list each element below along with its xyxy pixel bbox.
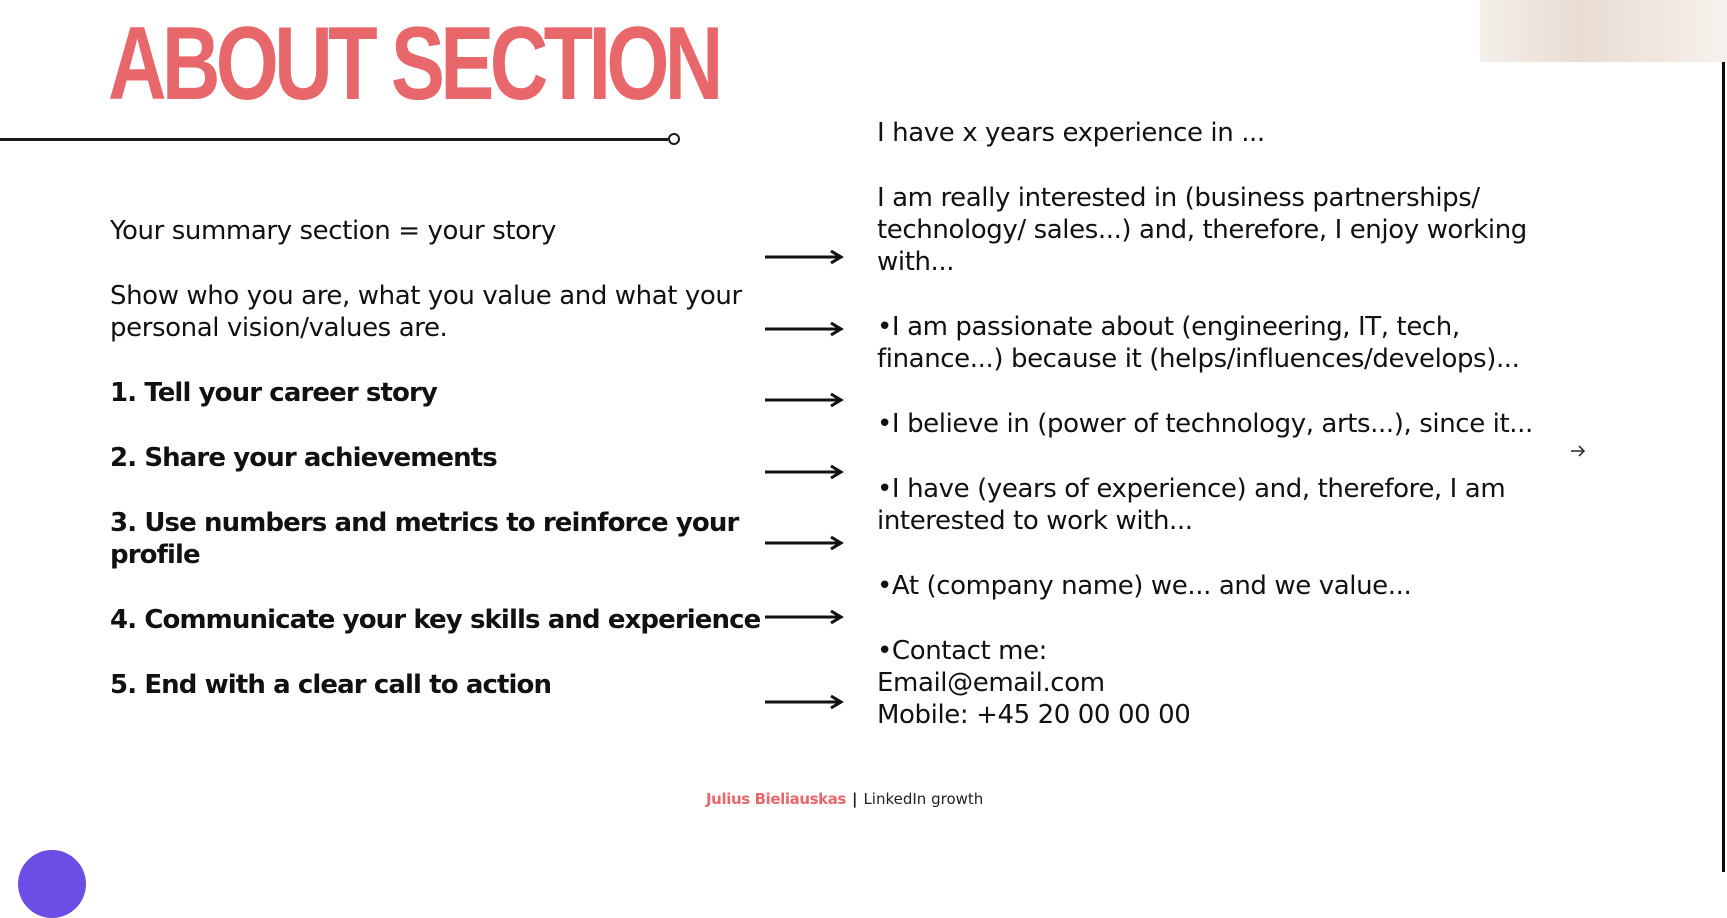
slide-title: ABOUT SECTION (108, 6, 719, 122)
arrow-1 (763, 249, 845, 265)
right-line-years: I have x years experience in ... (877, 118, 1265, 148)
left-line-show-2: personal vision/values are. (110, 313, 448, 343)
right-line-interest-3: with... (877, 247, 955, 277)
footer-author: Julius Bieliauskas (706, 790, 846, 808)
arrow-3 (763, 392, 845, 408)
left-point-3-line-2: profile (110, 540, 200, 570)
right-arrow-icon (763, 609, 845, 625)
right-arrow-icon (763, 535, 845, 551)
footer-separator: | (851, 790, 858, 808)
right-edge-line (1722, 62, 1725, 872)
arrow-4 (763, 464, 845, 480)
right-line-company: •At (company name) we... and we value... (877, 571, 1412, 601)
right-line-experience-2: interested to work with... (877, 506, 1193, 536)
arrow-7 (763, 694, 845, 710)
right-line-passion-1: •I am passionate about (engineering, IT, tech, (877, 312, 1460, 342)
right-line-mobile: Mobile: +45 20 00 00 00 (877, 700, 1191, 730)
right-arrow-icon (763, 392, 845, 408)
left-point-3-line-1: 3. Use numbers and metrics to reinforce your (110, 508, 739, 538)
arrow-2 (763, 321, 845, 337)
right-line-believe: •I believe in (power of technology, arts...), since it... (877, 409, 1533, 439)
right-line-passion-2: finance...) because it (helps/influences/develops)... (877, 344, 1520, 374)
right-arrow-icon (763, 249, 845, 265)
arrow-5 (763, 535, 845, 551)
left-point-2: 2. Share your achievements (110, 443, 497, 473)
right-line-email: Email@email.com (877, 668, 1105, 698)
right-arrow-icon (763, 464, 845, 480)
right-arrow-icon (763, 694, 845, 710)
pointer-arrow-icon (1569, 442, 1587, 460)
left-point-4: 4. Communicate your key skills and experience (110, 605, 761, 635)
footer-topic: LinkedIn growth (863, 790, 984, 808)
left-point-1: 1. Tell your career story (110, 378, 437, 408)
title-underline (0, 138, 668, 141)
blurred-corner (1480, 0, 1727, 62)
left-line-show-1: Show who you are, what you value and what your (110, 281, 742, 311)
slide-footer (706, 790, 983, 808)
right-line-experience-1: •I have (years of experience) and, therefore, I am (877, 474, 1506, 504)
right-arrow-icon (763, 321, 845, 337)
left-point-5: 5. End with a clear call to action (110, 670, 552, 700)
title-underline-end (668, 133, 680, 145)
arrow-6 (763, 609, 845, 625)
mouse-cursor (1569, 442, 1587, 460)
right-line-interest-1: I am really interested in (business partnerships/ (877, 183, 1480, 213)
right-line-contact: •Contact me: (877, 636, 1048, 666)
right-line-interest-2: technology/ sales...) and, therefore, I enjoy working (877, 215, 1527, 245)
left-line-summary: Your summary section = your story (110, 216, 556, 246)
floating-action-button[interactable] (18, 850, 86, 918)
